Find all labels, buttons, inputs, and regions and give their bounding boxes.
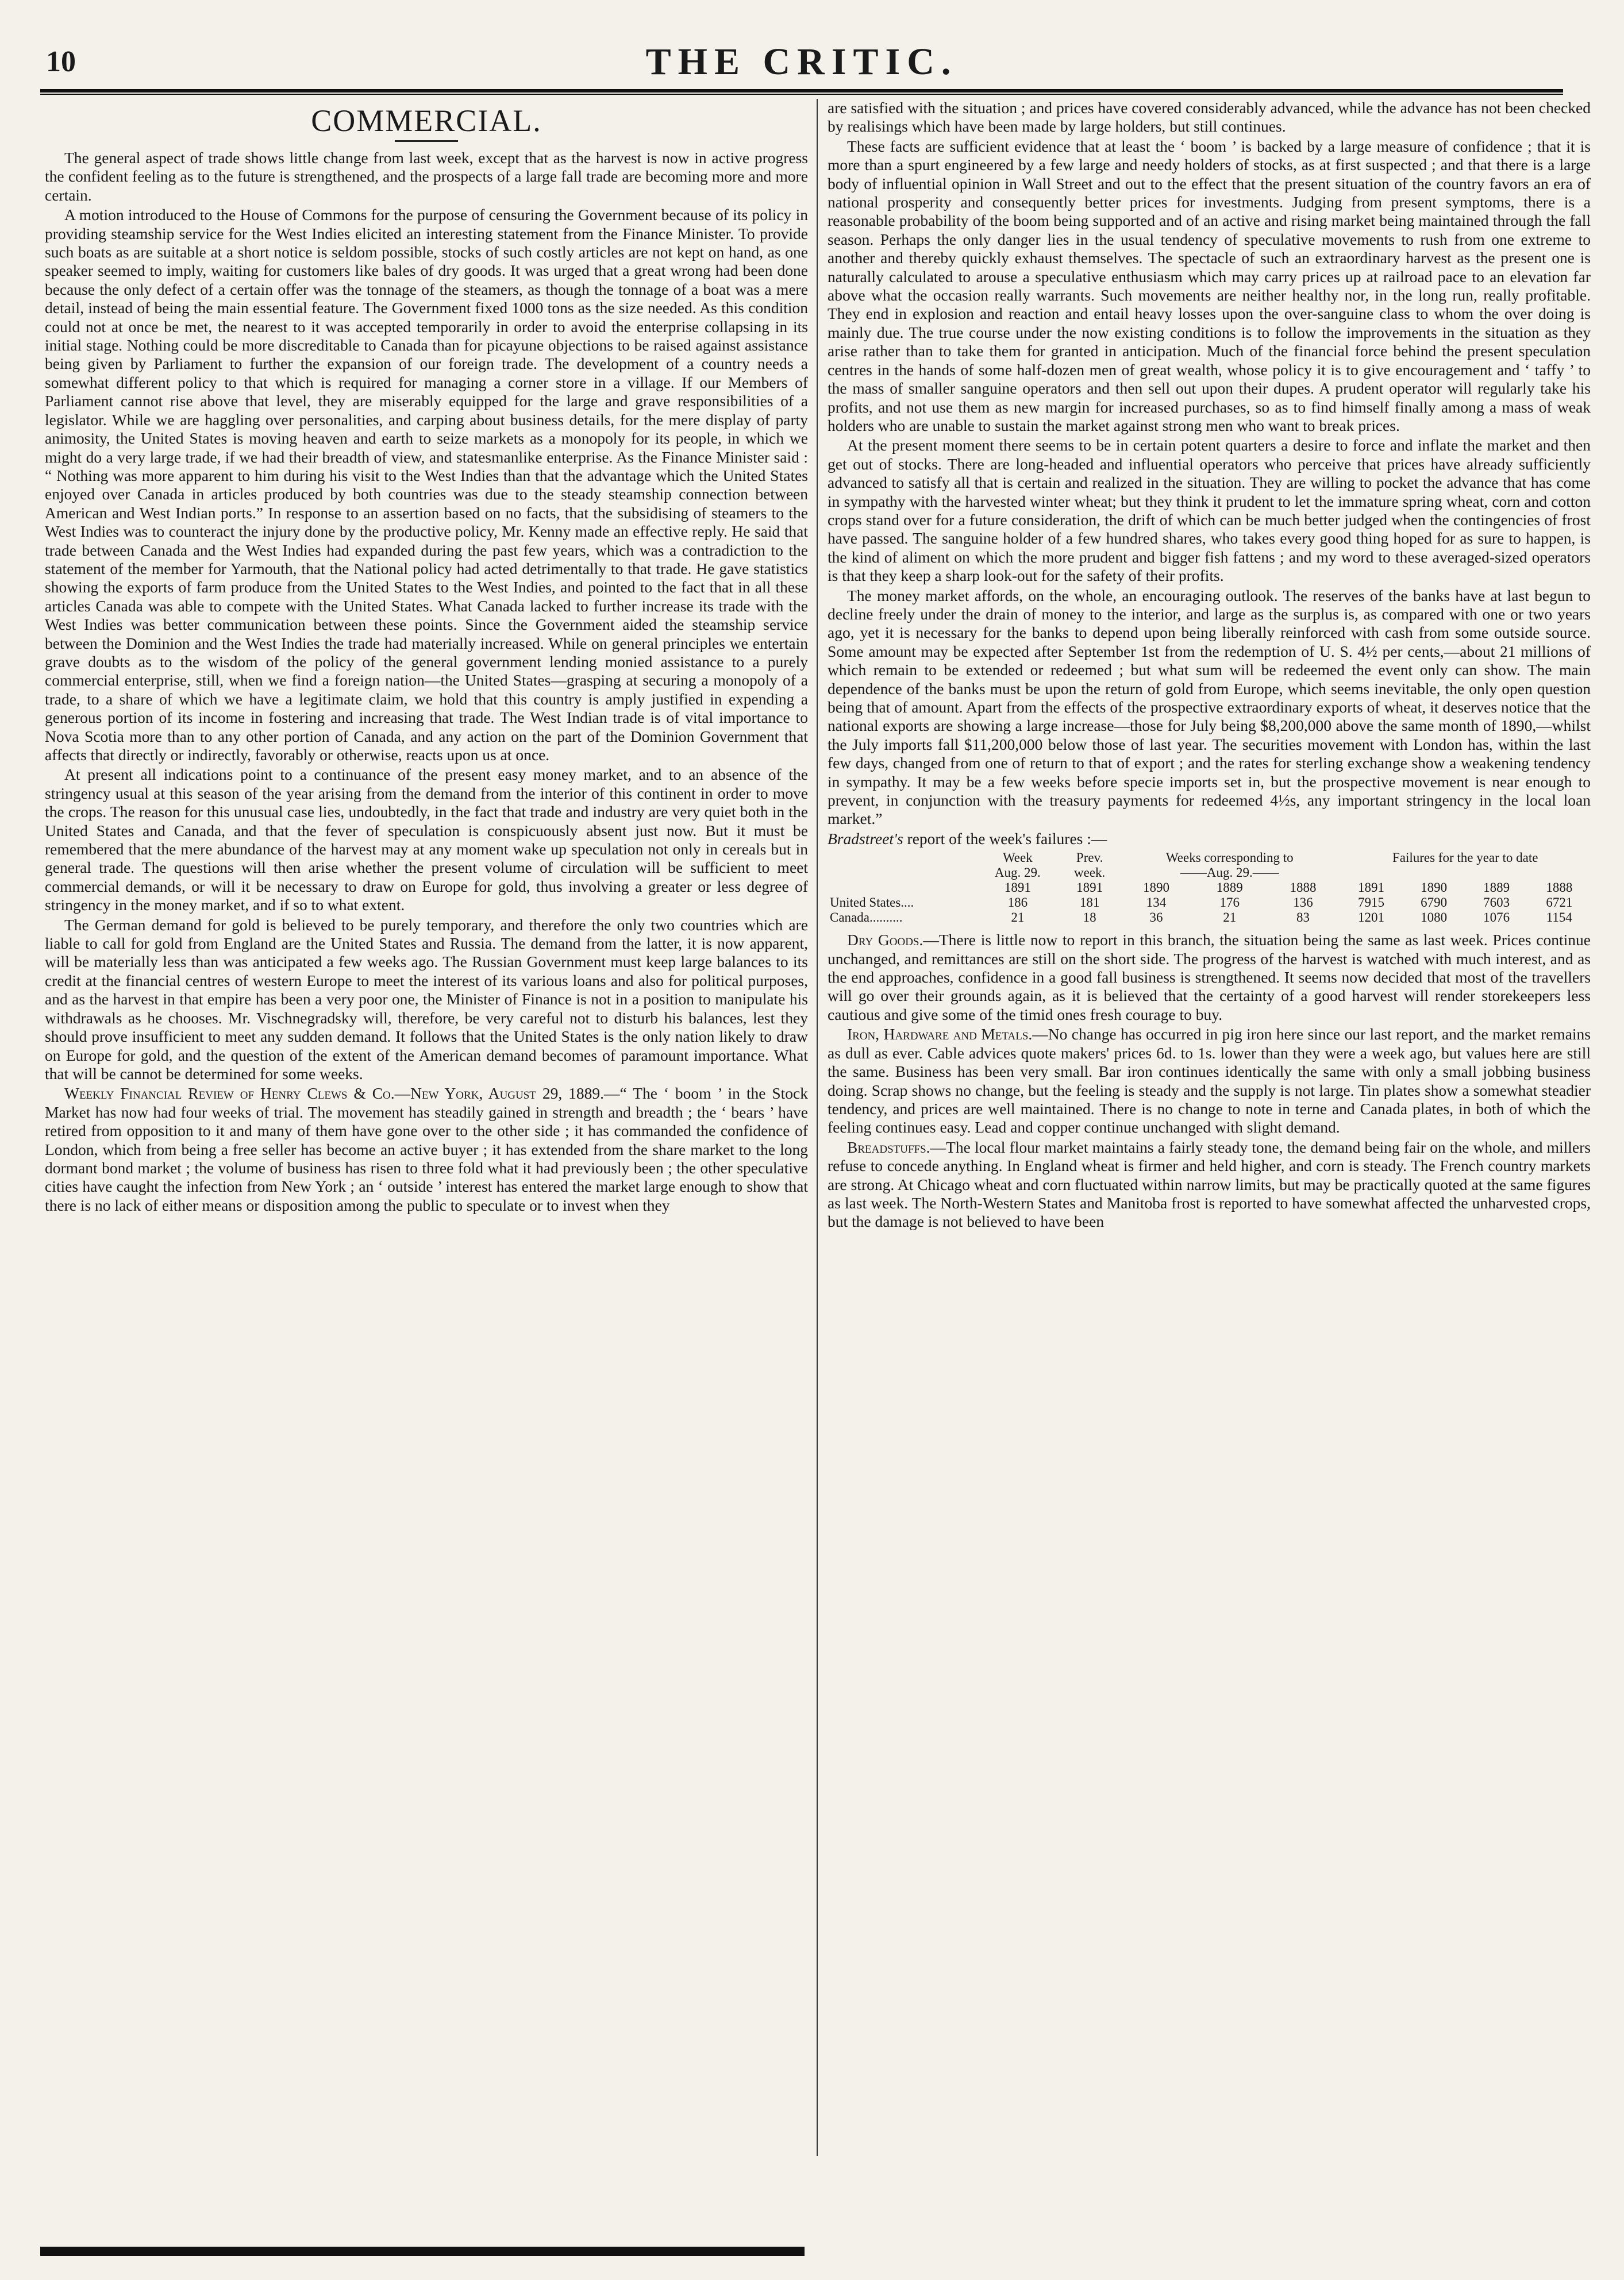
breadstuffs-report — [828, 1138, 1591, 1231]
table-header-cell: Failures for the year to date — [1392, 850, 1538, 865]
table-header-cell — [828, 865, 976, 880]
page-number: 10 — [46, 45, 76, 78]
table-header-cell: ——Aug. 29.—— — [1180, 865, 1279, 880]
clews-report — [45, 1084, 808, 1215]
table-header-row — [828, 880, 1591, 895]
table-header-cell: Week — [1002, 850, 1033, 865]
table-cell: 18 — [1083, 910, 1096, 925]
table-cell: 176 — [1219, 895, 1240, 910]
article-paragraph: At present all indications point to a continuance of the present easy money market, and to an absence of the stringency usual at this season of the year arising from the demand from the interior of this continent in order to move the crops. The reason for this unusual case lies, undoubtedly, in the fact that trade and industry are very quiet both in the United States and Canada, and that the fever of speculation is conspicuously absent just now. But it must be remembered that the mere abundance of the harvest may at any moment wake up speculation not only in cereals but in general trade. The questions will then arise whether the present volume of circulation will be sufficient to meet commercial demands, or will it be necessary to draw on Europe for gold, thus involving a greater or less degree of stringency in the money market, and if so to what extent. — [45, 765, 808, 914]
title-rule — [395, 140, 458, 142]
report-heading: Iron, Hardware and Metals — [847, 1025, 1029, 1043]
table-cell: 6790 — [1421, 895, 1448, 910]
table-cell: 1080 — [1421, 910, 1448, 925]
table-header-cell: Prev. — [1076, 850, 1103, 865]
failures-report-source: Bradstreet's — [828, 829, 903, 848]
table-header-cell: 1889 — [1216, 880, 1243, 895]
table-header-cell: 1888 — [1546, 880, 1573, 895]
table-header-row — [828, 865, 1591, 880]
failures-report-caption: report of the week's failures :— — [903, 829, 1107, 848]
table-header-cell: week. — [1074, 865, 1106, 880]
footer-rule — [40, 2247, 805, 2256]
table-header-cell: 1890 — [1142, 880, 1169, 895]
table-cell: 181 — [1079, 895, 1100, 910]
table-header-cell: Aug. 29. — [994, 865, 1041, 880]
table-header-cell: 1891 — [1076, 880, 1103, 895]
clews-report-body: “ The ‘ boom ’ in the Stock Market has now had four weeks of trial. The movement has steadily gained in strength and breadth ; the ‘ bears ’ have retired from opposition to it and many of them have gone over to the other side ; it has commanded the confidence of London, which from being a free seller has become an active buyer ; it has extended from the share market to the long dormant bond market ; the volume of business has risen to three fold what it had previously been ; the other speculative cities have caught the infection from New York ; an ‘ outside ’ interest has entered the market large enough to show that there is no lack of either means or disposition among the public to speculate or to invest when they — [45, 1084, 808, 1214]
article-paragraph: A motion introduced to the House of Commons for the purpose of censuring the Government because of its policy in providing steamship service for the West Indies elicited an interesting statement from the Finance Minister. To provide such boats as are suitable at a short notice is seldom possible, stocks of such costly articles are not kept on hand, as one speaker seemed to imply, waiting for customers like bales of dry goods. It was urged that a great wrong had been done because the only defect of a certain offer was the tonnage of the steamers, as though the tonnage of a boat was a mere detail, instead of being the main essential feature. The Government fixed 1000 tons as the size needed. As this condition could not at once be met, the nearest to it was accepted temporarily in order to avoid the enterprise collapsing in its initial stage. Nothing could be more discreditable to Canada than for picayune objections to be raised against assistance being given by Parliament to further the expansion of our foreign trade. The development of a country needs a somewhat different policy to that which is required for managing a corner store in a village. If our Members of Parliament cannot rise above that level, they are miserably equipped for the large and grave responsibilities of a legislator. While we are haggling over personalities, and carping about business details, for the mere display of party animosity, the United States is moving heaven and earth to seize markets as a monopoly for its people, in which we might do a very large trade, if we had their breadth of view, and statesmanlike enterprise. As the Finance Minister said : “ Nothing was more apparent to him during his visit to the West Indies than that the advantage which the United States enjoyed over Canada in articles produced by both countries was due to the steady steamship connection between American and West Indian ports.” In response to an assertion based on no facts, that the subsidising of steamers to the West Indies was to counteract the injury done by the productive policy, Mr. Kenny made an effective reply. He said that trade between Canada and the West Indies had expanded during the past few years, which was a contradiction to the statement of the member for Yarmouth, that the National policy had acted detrimentally to that trade. He gave statistics showing the exports of farm produce from the United States to the West Indies, and pointed to the fact that in all these articles Canada was able to compete with the United States. What Canada lacked to further increase its trade with the West Indies was better communication between these points. Since the Government aided the steamship service between the Dominion and the West Indies the trade had materially increased. While on general principles we entertain grave doubts as to the wisdom of the policy of the general government lending monied assistance to a purely commercial enterprise, still, when we find a foreign nation—the United States—grasping at securing a monopoly of a trade, to a share of which we have a legitimate claim, we hold that this country is amply justified in expending a generous portion of its income in fostering and increasing that trade. The West Indian trade is of vital importance to Nova Scotia more than to any other portion of Canada, and any action on the part of the Dominion Government that affects that directly or indirectly, favorably or otherwise, reacts upon us at once. — [45, 206, 808, 764]
table-cell: 7915 — [1357, 895, 1384, 910]
article-paragraph: The German demand for gold is believed to be purely temporary, and therefore the only two countries which are liable to call for gold from England are the United States and Russia. The demand from the latter, it is now apparent, will be materially less than was anticipated a few weeks ago. The Russian Government must keep large balances to its credit at the financial centres of western Europe to meet the interest of its various loans and also for political purposes, and as the harvest in that empire has been a very poor one, the Minister of Finance is not in a position to manipulate his withdrawals as he chooses. Mr. Vischnegradsky will, therefore, be very careful not to disturb his balances, lest they should prove insufficient to meet any sudden demand. It follows that the United States is the only nation likely to draw on Europe for gold, and the question of the extent of the American demand becomes of paramount importance. What that will be cannot be determined for some weeks. — [45, 915, 808, 1083]
table-header-cell: 1889 — [1483, 880, 1510, 895]
table-cell: 1076 — [1483, 910, 1510, 925]
table-cell: 1154 — [1546, 910, 1572, 925]
table-cell: Canada.......... — [830, 910, 903, 925]
table-header-cell: Weeks corresponding to — [1165, 850, 1294, 865]
table-header-row — [828, 850, 1591, 865]
iron-hardware-report — [828, 1025, 1591, 1137]
table-cell: 6721 — [1546, 895, 1573, 910]
report-text: —The local flour market maintains a fairly steady tone, the demand being fair on the whole, and millers refuse to concede anything. In England wheat is firmer and held higher, and corn is steady. The French country markets are strong. At Chicago wheat and corn fluctuated within narrow limits, but may be practically quoted at the same figures as last week. The North-Western States and Manitoba frost is reported to have somewhat affected the unharvested crops, but the damage is not believed to have been — [828, 1138, 1591, 1231]
article-paragraph: are satisfied with the situation ; and prices have covered considerably advanced, while the advance has not been checked by realisings which have been made by large holders, but still continues. — [828, 99, 1591, 136]
table-cell: 36 — [1149, 910, 1163, 925]
section-title: COMMERCIAL. — [311, 103, 542, 138]
table-row — [828, 895, 1591, 910]
article-paragraph: These facts are sufficient evidence that at least the ‘ boom ’ is backed by a large measure of confidence ; that it is more than a spurt engineered by a few large and needy holders of stocks, as at first suspected ; and that there is a large body of influential opinion in Wall Street and out to the effect that the present situation of the country favors an era of national prosperity and consequently better prices for investments. Judging from present symptoms, there is a reasonable probability of the boom being supported and of an active and rising market being maintained through the fall season. Perhaps the only danger lies in the usual tendency of speculative movements to rush from one extreme to another and thereby quickly exhaust themselves. The spectacle of such an extraordinary harvest as the present one is naturally calculated to arouse a speculative enthusiasm which may carry prices up at railroad pace to an elevation far above what the occasion really warrants. Such movements are neither healthy nor, in the long run, really profitable. They end in explosion and reaction and entail heavy losses upon the over-sanguine class to whom the over doing is mainly due. The true course under the now existing conditions is to follow the improvements in the situation as they arise rather than to take them for granted in anticipation. Much of the financial force behind the present speculation centres in the hands of some half-dozen men of great wealth, whose policy it is to give encouragement and ‘ taffy ’ to the mass of smaller sanguine operators and then sell out upon their dupes. A prudent operator will regularly take his profits, and not use them as new margin for increased purchases, so as to find himself finally among a mass of weak holders who are unable to sustain the market against strong men who want to break prices. — [828, 137, 1591, 434]
table-cell: 134 — [1146, 895, 1167, 910]
report-text: —There is little now to report in this branch, the situation being the same as last week. Prices continue unchanged, and remittances are still on the short side. The progress of the harvest is watched with much interest, and as the end approaches, confidence in a good fall business is strengthened. It seems now decided that most of the travellers will go over their grounds again, as it is believed that the certainty of a good harvest will render storekeepers less cautious and give some of the timid ones fresh courage to buy. — [828, 931, 1591, 1023]
failures-table — [828, 850, 1591, 925]
header-rule — [40, 89, 1563, 95]
table-header-cell: 1891 — [1004, 880, 1031, 895]
table-cell: 1201 — [1357, 910, 1384, 925]
report-text: .—No change has occurred in pig iron here since our last report, and the market remains as dull as ever. Cable advices quote makers' prices 6d. to 1s. lower than they were a week ago, but values here are still the same. Business has been very small. Bar iron continues identically the same with only a small jobbing business doing. Scrap shows no change, but the feeling is steady and the supply is not large. Tin plates show a somewhat steadier tendency, and prices are well maintained. There is no change to note in terne and Canada plates, in both of which the feeling continues easy. Lead and copper continue unchanged with slight demand. — [828, 1025, 1591, 1137]
table-header-cell: 1890 — [1421, 880, 1448, 895]
failures-report-intro — [828, 830, 1591, 848]
table-row — [828, 910, 1591, 925]
column-divider — [817, 99, 818, 2156]
table-cell: United States.... — [830, 895, 914, 910]
article-paragraph: The general aspect of trade shows little change from last week, except that as the harvest is now in active progress the confident feeling as to the future is strengthened, and the prospects of a large fall trade are becoming more and more certain. — [45, 149, 808, 204]
table-cell: 186 — [1007, 895, 1028, 910]
right-column — [828, 99, 1591, 2167]
table-cell: 83 — [1296, 910, 1310, 925]
article-paragraph: The money market affords, on the whole, an encouraging outlook. The reserves of the banks have at last begun to decline freely under the drain of money to the interior, and large as the surplus is, as compared with one or two years ago, yet it is necessary for the banks to depend upon being liberally reinforced with cash from some outside source. Some amount may be expected after September 1st from the redemption of U. S. 4½ per cents,—about 21 millions of which remain to be extended or redeemed ; but what sum will be redeemed the event only can show. The main dependence of the banks must be upon the return of gold from Europe, which seems inevitable, the only open question being that of amount. Apart from the effects of the prospective extraordinary exports of wheat, it deserves notice that the national exports are showing a large increase—those for July being $8,200,000 above the same month of 1890,—whilst the July imports fall $11,200,000 below those of last year. The securities movement with London has, within the last few days, changed from one of return to that of export ; and the rates for sterling exchange show a weakening tendency in sympathy. It may be a few weeks before specie imports set in, but the prospective movement is near enough to prevent, in conjunction with the treasury payments for redeemed 4½s, any important stringency in the local loan market.” — [828, 586, 1591, 828]
dry-goods-report — [828, 931, 1591, 1024]
table-header-cell — [828, 880, 976, 895]
table-cell: 21 — [1223, 910, 1237, 925]
table-cell: 21 — [1011, 910, 1025, 925]
table-cell: 136 — [1293, 895, 1313, 910]
table-header-cell: 1888 — [1290, 880, 1317, 895]
left-column — [45, 99, 808, 2167]
report-heading: Dry Goods. — [847, 931, 923, 949]
table-header-cell — [828, 850, 976, 865]
journal-title: THE CRITIC. — [645, 41, 958, 83]
report-heading: Breadstuffs. — [847, 1138, 930, 1156]
masthead — [40, 40, 1563, 86]
table-cell: 7603 — [1483, 895, 1510, 910]
clews-report-heading: Weekly Financial Review of Henry Clews & Co.—New York, August 29, 1889.— — [64, 1084, 620, 1103]
article-paragraph: At the present moment there seems to be in certain potent quarters a desire to force and inflate the market and then get out of stocks. There are long-headed and influential operators who perceive that prices have already sufficiently advanced to satisfy all that is certain and realized in the situation. They are willing to pocket the advance that has come in sympathy with the harvested winter wheat; but they think it prudent to let the immature spring wheat, corn and cotton crops stand over for a future consideration, the drift of which can be much better judged when the contingencies of frost have passed. The sanguine holder of a few hundred shares, who takes every good thing hoped for as sure to happen, is the kind of aliment on which the more prudent and bigger fish fattens ; and my word to these averaged-sized operators is that they keep a sharp look-out for the safety of their profits. — [828, 436, 1591, 585]
table-header-cell — [1340, 865, 1591, 880]
table-header-cell: 1891 — [1357, 880, 1384, 895]
